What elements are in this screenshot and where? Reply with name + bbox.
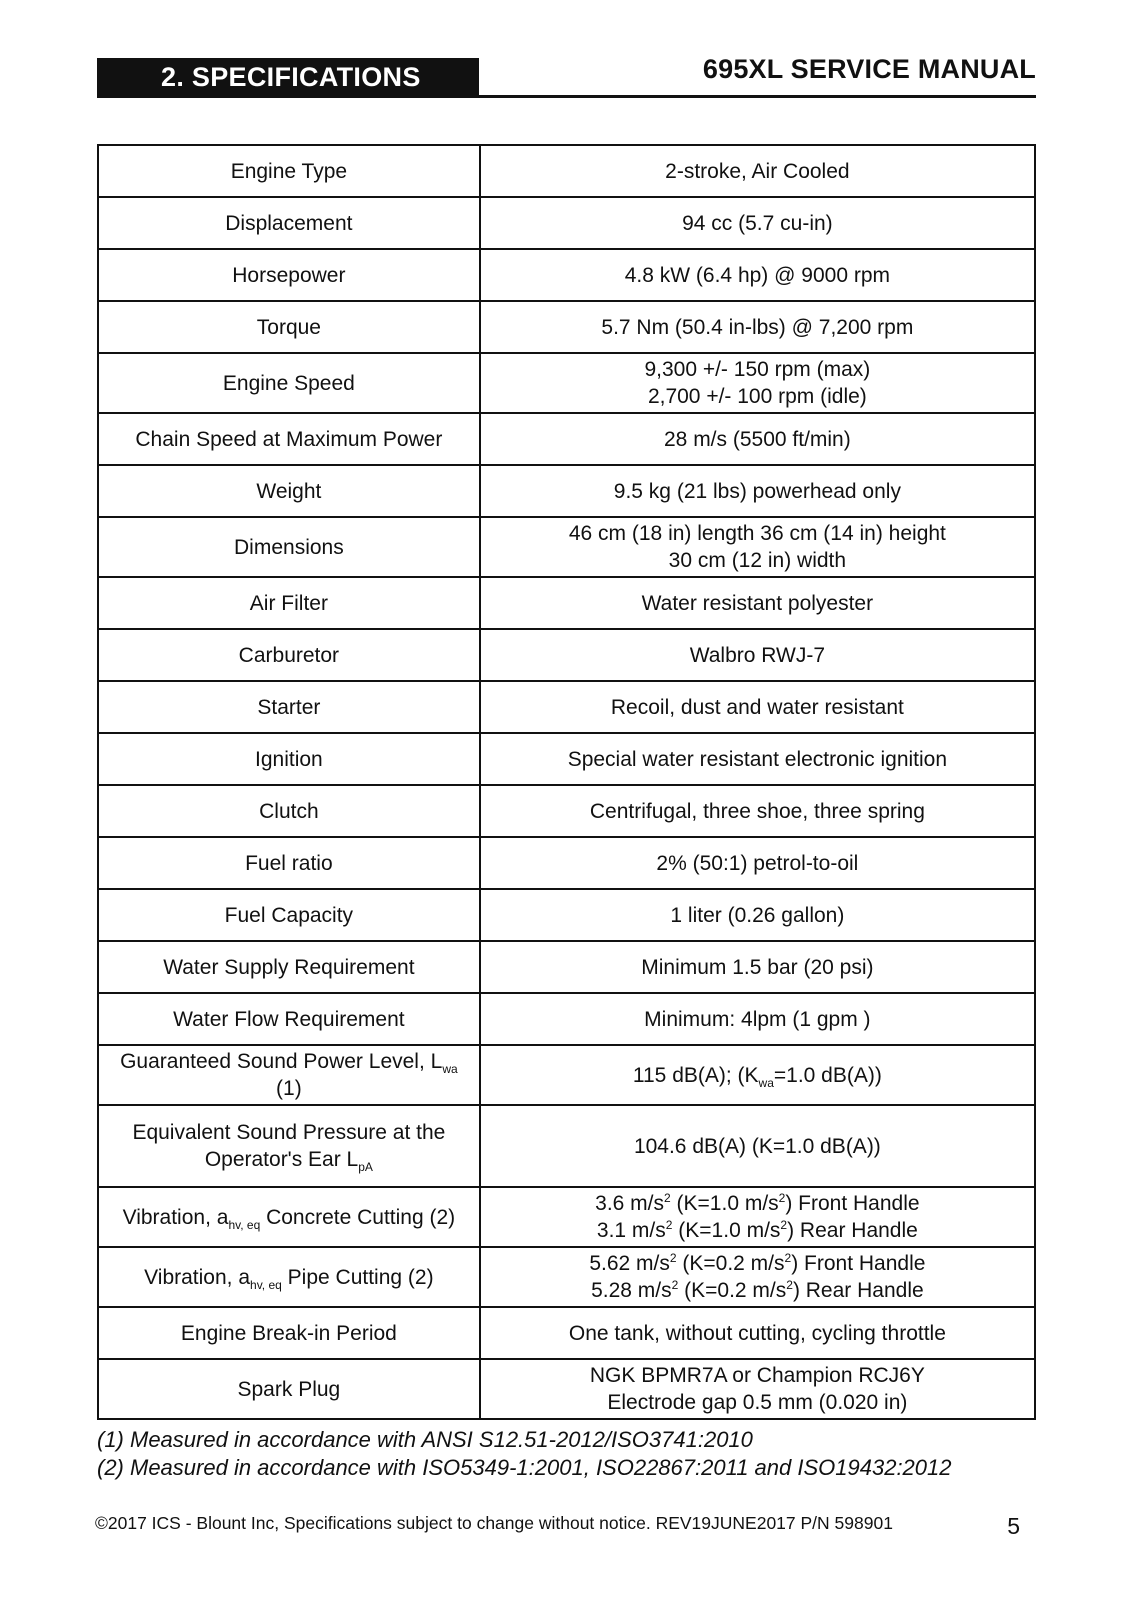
table-row	[98, 681, 1035, 733]
spec-label: Air Filter	[98, 577, 480, 629]
table-row	[98, 1247, 1035, 1307]
spec-value-superscript: 2	[671, 1278, 679, 1292]
spec-label-text: Operator's Ear L	[204, 1148, 359, 1171]
spec-value: 104.6 dB(A) (K=1.0 dB(A))	[480, 1105, 1035, 1187]
spec-label	[98, 1187, 480, 1247]
table-row	[98, 629, 1035, 681]
spec-value-superscript: 2	[669, 1251, 677, 1265]
spec-value: Minimum: 4lpm (1 gpm )	[480, 993, 1035, 1045]
table-row	[98, 889, 1035, 941]
table-row	[98, 577, 1035, 629]
spec-label	[98, 1247, 480, 1307]
table-row	[98, 941, 1035, 993]
spec-label-subscript: pA	[358, 1160, 373, 1174]
spec-value: Centrifugal, three shoe, three spring	[480, 785, 1035, 837]
spec-value: Minimum 1.5 bar (20 psi)	[480, 941, 1035, 993]
spec-label-text: Vibration, a	[144, 1265, 251, 1289]
spec-label: Horsepower	[98, 249, 480, 301]
spec-value-text: 115 dB(A); (K	[632, 1063, 759, 1087]
page-number: 5	[1007, 1513, 1020, 1539]
spec-value-line: 46 cm (18 in) length 36 cm (14 in) height	[568, 522, 946, 545]
spec-label: Displacement	[98, 197, 480, 249]
spec-label: Starter	[98, 681, 480, 733]
spec-label	[98, 1045, 480, 1105]
spec-value-text: (K=1.0 m/s	[670, 1192, 779, 1215]
spec-value-line: NGK BPMR7A or Champion RCJ6Y	[589, 1364, 925, 1387]
spec-value-line	[491, 1217, 1024, 1244]
spec-value	[480, 1045, 1035, 1105]
manual-title: 695XL SERVICE MANUAL	[702, 54, 1036, 84]
spec-label: Chain Speed at Maximum Power	[98, 413, 480, 465]
spec-label-subscript: hv, eq	[250, 1277, 282, 1292]
spec-label: Engine Break-in Period	[98, 1307, 480, 1359]
spec-value-text: ) Front Handle	[785, 1192, 920, 1215]
spec-value	[480, 353, 1035, 413]
spec-value-text: 5.62 m/s	[589, 1252, 670, 1275]
spec-value: Water resistant polyester	[480, 577, 1035, 629]
spec-value: Special water resistant electronic ignition	[480, 733, 1035, 785]
spec-value-text: 5.28 m/s	[591, 1279, 672, 1302]
table-row	[98, 413, 1035, 465]
spec-value: 2% (50:1) petrol-to-oil	[480, 837, 1035, 889]
spec-value-text: (K=0.2 m/s	[676, 1252, 785, 1275]
spec-value: Walbro RWJ-7	[480, 629, 1035, 681]
spec-label-text: Vibration, a	[122, 1205, 229, 1229]
table-row	[98, 517, 1035, 577]
table-row	[98, 197, 1035, 249]
spec-value: Recoil, dust and water resistant	[480, 681, 1035, 733]
spec-value-text: 3.6 m/s	[595, 1192, 665, 1215]
spec-value	[480, 1359, 1035, 1419]
section-title: 2. SPECIFICATIONS	[97, 58, 479, 96]
spec-value: 94 cc (5.7 cu-in)	[480, 197, 1035, 249]
spec-value-text: =1.0 dB(A))	[773, 1063, 882, 1087]
page-header	[97, 54, 1036, 98]
spec-value-superscript: 2	[664, 1191, 671, 1205]
spec-value-text: ) Rear Handle	[787, 1219, 918, 1242]
footnote-2: (2) Measured in accordance with ISO5349-1:2001, ISO22867:2011 and ISO19432:2012	[97, 1455, 952, 1480]
spec-value-superscript: 2	[780, 1218, 788, 1232]
spec-label: Weight	[98, 465, 480, 517]
spec-value: 9.5 kg (21 lbs) powerhead only	[480, 465, 1035, 517]
spec-value-text: 3.1 m/s	[596, 1219, 666, 1242]
spec-value	[480, 1247, 1035, 1307]
spec-label-note: (1)	[276, 1077, 302, 1100]
spec-label: Carburetor	[98, 629, 480, 681]
table-row	[98, 1359, 1035, 1419]
spec-value-text: ) Rear Handle	[792, 1279, 924, 1302]
footnotes	[97, 1426, 1036, 1482]
spec-value: 5.7 Nm (50.4 in-lbs) @ 7,200 rpm	[480, 301, 1035, 353]
spec-label: Fuel ratio	[98, 837, 480, 889]
spec-label: Clutch	[98, 785, 480, 837]
spec-label-subscript: wa	[442, 1062, 458, 1076]
table-row	[98, 1105, 1035, 1187]
table-row	[98, 301, 1035, 353]
spec-value: One tank, without cutting, cycling throttle	[480, 1307, 1035, 1359]
spec-label: Water Flow Requirement	[98, 993, 480, 1045]
spec-label: Water Supply Requirement	[98, 941, 480, 993]
spec-value-line: Electrode gap 0.5 mm (0.020 in)	[607, 1391, 908, 1414]
spec-value-superscript: 2	[778, 1191, 786, 1205]
spec-label: Dimensions	[98, 517, 480, 577]
specifications-table	[97, 144, 1036, 1420]
spec-label-line	[109, 1048, 469, 1075]
spec-value-superscript: 2	[786, 1278, 793, 1292]
table-row	[98, 993, 1035, 1045]
spec-value-line: 9,300 +/- 150 rpm (max)	[644, 358, 871, 381]
spec-value-superscript: 2	[665, 1218, 673, 1232]
spec-label-line	[109, 1146, 469, 1173]
spec-label-text: Guaranteed Sound Power Level, L	[120, 1050, 443, 1073]
table-row	[98, 837, 1035, 889]
table-row	[98, 785, 1035, 837]
spec-label: Engine Speed	[98, 353, 480, 413]
spec-value-text: (K=1.0 m/s	[672, 1219, 781, 1242]
spec-value: 28 m/s (5500 ft/min)	[480, 413, 1035, 465]
spec-value-subscript: wa	[758, 1075, 774, 1090]
spec-value: 1 liter (0.26 gallon)	[480, 889, 1035, 941]
table-row	[98, 1307, 1035, 1359]
spec-value: 4.8 kW (6.4 hp) @ 9000 rpm	[480, 249, 1035, 301]
spec-label: Torque	[98, 301, 480, 353]
copyright-footer: ©2017 ICS - Blount Inc, Specifications subject to change without notice. REV19JUNE2017 P/N 598901	[95, 1513, 893, 1533]
table-row	[98, 1045, 1035, 1105]
table-row	[98, 733, 1035, 785]
spec-label: Fuel Capacity	[98, 889, 480, 941]
spec-label: Ignition	[98, 733, 480, 785]
spec-value-line	[491, 1277, 1024, 1304]
table-row	[98, 353, 1035, 413]
spec-label: Spark Plug	[98, 1359, 480, 1419]
footnote-1: (1) Measured in accordance with ANSI S12.51-2012/ISO3741:2010	[97, 1427, 753, 1452]
spec-label-subscript: hv, eq	[228, 1217, 261, 1232]
spec-label: Engine Type	[98, 145, 480, 197]
spec-label-text: Pipe Cutting (2)	[281, 1265, 434, 1289]
spec-value-superscript: 2	[784, 1251, 792, 1265]
spec-label-line: Equivalent Sound Pressure at the	[132, 1121, 446, 1144]
spec-value-line	[491, 1190, 1024, 1217]
spec-value	[480, 1187, 1035, 1247]
spec-label	[98, 1105, 480, 1187]
spec-value: 2-stroke, Air Cooled	[480, 145, 1035, 197]
table-row	[98, 1187, 1035, 1247]
spec-value-text: (K=0.2 m/s	[678, 1279, 787, 1302]
spec-value-line	[491, 1250, 1024, 1277]
table-row	[98, 465, 1035, 517]
spec-value	[480, 517, 1035, 577]
table-row	[98, 249, 1035, 301]
spec-value-line: 30 cm (12 in) width	[668, 549, 847, 572]
spec-value-text: ) Front Handle	[791, 1252, 926, 1275]
spec-value-line: 2,700 +/- 100 rpm (idle)	[647, 385, 867, 408]
table-row	[98, 145, 1035, 197]
spec-label-text: Concrete Cutting (2)	[260, 1205, 456, 1229]
